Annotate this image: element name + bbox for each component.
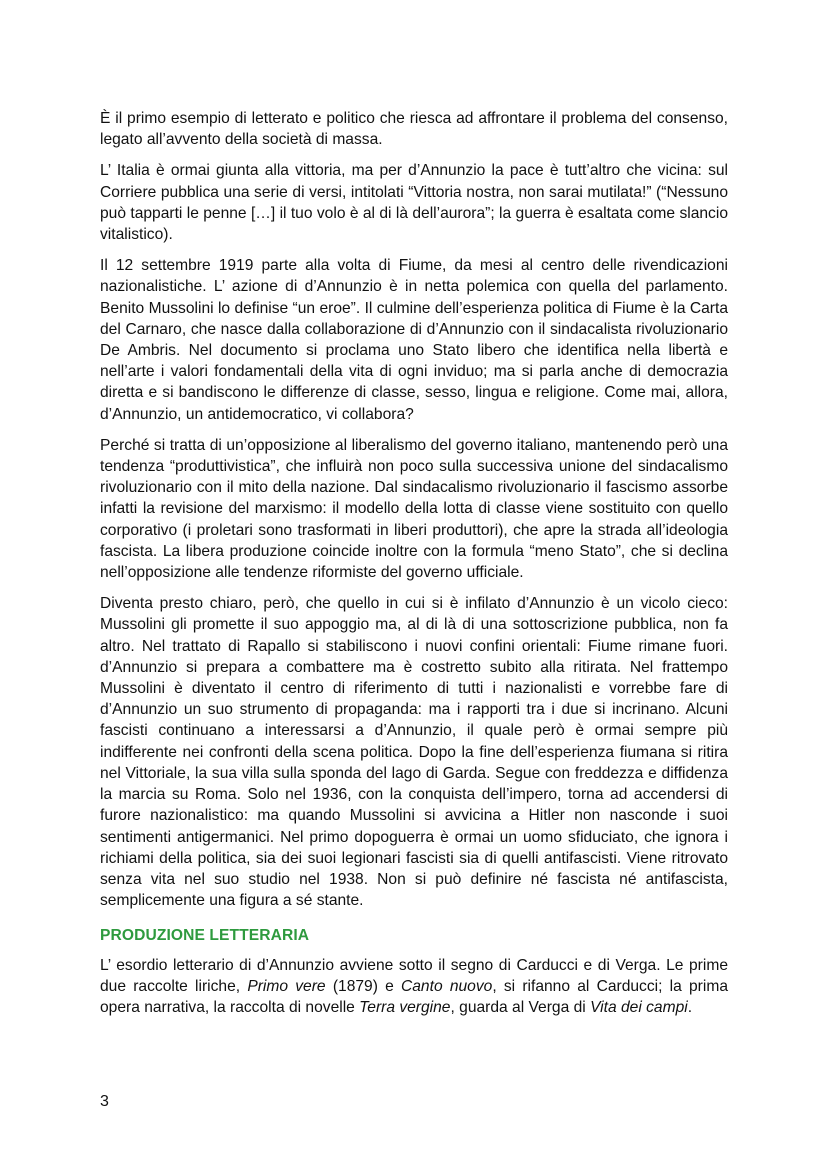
- paragraph-2: L’ Italia è ormai giunta alla vittoria, ma per d’Annunzio la pace è tutt’altro che vicina: sul Corriere pubblica una serie di versi, intitolati “Vittoria nostra, non sarai mutilata!” (“Nessuno può tapparti le penne […] il tuo volo è al di là dell’aurora”; la guerra è esaltata come slancio vitalistico).: [100, 162, 728, 244]
- page-body: [100, 108, 728, 1028]
- section-text-2: (1879) e: [325, 977, 401, 995]
- section-heading: PRODUZIONE LETTERARIA: [100, 927, 310, 945]
- paragraph-1: È il primo esempio di letterato e politico che riesca ad affrontare il problema del consenso, legato all’avvento della società di massa.: [100, 110, 728, 149]
- section-paragraph: [100, 955, 728, 1019]
- paragraph-5: Diventa presto chiaro, però, che quello in cui si è infilato d’Annunzio è un vicolo cieco: Mussolini gli promette il suo appoggio ma, al di là di una sottoscrizione pubblica, non fa altro. Nel trattato di Rapallo si stabiliscono i nuovi confini orientali: Fiume rimane fuori. d’Annunzio si prepara a combattere ma è costretto subito alla ritirata. Nel frattempo Mussolini è diventato il centro di riferimento di tutti i nazionalisti e vorrebbe fare di d’Annunzio un suo strumento di propaganda: ma i rapporti tra i due si incrinano. Alcuni fascisti continuano a interessarsi a d’Annunzio, il quale però è ormai sempre più indifferente nei confronti della scena politica. Dopo la fine dell’esperienza fiumana si ritira nel Vittoriale, la sua villa sulla sponda del lago di Garda. Segue con freddezza e diffidenza la marcia su Roma. Solo nel 1936, con la conquista dell’impero, torna ad accendersi di furore nazionalistico: ma quando Mussolini si avvicina a Hitler non nasconde i suoi sentimenti antigermanici. Nel primo dopoguerra è ormai un uomo sfiduciato, che ignora i richiami della politica, sia dei suoi legionari fascisti sia di quelli antifascisti. Viene ritrovato senza vita nel suo studio nel 1938. Non si può definire né fascista né antifascista, semplicemente una figura a sé stante.: [100, 595, 728, 910]
- paragraph-4: Perché si tratta di un’opposizione al liberalismo del governo italiano, mantenendo però una tendenza “produttivistica”, che influirà non poco sulla successiva unione del sindacalismo rivoluzionario con il mito della nazione. Dal sindacalismo rivoluzionario il fascismo assorbe infatti la revisione del marxismo: il modello della lotta di classe viene sostituito con quello corporativo (i proletari sono trasformati in liberi produttori), che apre la strada all’ideologia fascista. La libera produzione coincide inoltre con la formula “meno Stato”, che si declina nell’opposizione alle tendenze riformiste del governo ufficiale.: [100, 436, 728, 582]
- work-title-canto-nuovo: Canto nuovo: [401, 977, 493, 995]
- work-title-vita-dei-campi: Vita dei campi: [590, 998, 688, 1016]
- paragraph-3: Il 12 settembre 1919 parte alla volta di Fiume, da mesi al centro delle rivendicazioni nazionalistiche. L’ azione di d’Annunzio è in netta polemica con quella del parlamento. Benito Mussolini lo definise “un eroe”. Il culmine dell’esperienza politica di Fiume è la Carta del Carnaro, che nasce dalla collaborazione di d’Annunzio con il sindacalista rivoluzionario De Ambris. Nel documento si proclama uno Stato libero che identifica nella libertà e nell’arte i valori fondamentali della vita di ogni inviduo; ma si parla anche di democrazia diretta e si bandiscono le differenze di classe, sesso, lingua e religione. Come mai, allora, d’Annunzio, un antidemocratico, vi collabora?: [100, 257, 728, 423]
- section-text-5: .: [687, 998, 693, 1016]
- section-text-1: L’ esordio letterario di d’Annunzio avviene sotto il segno di Carducci e di Verga. Le prime due raccolte liriche,: [100, 956, 728, 995]
- section-text-3: , si rifanno al Carducci; la prima opera narrativa, la raccolta di novelle: [100, 977, 728, 1016]
- work-title-primo-vere: Primo vere: [247, 977, 326, 995]
- page-number: 3: [100, 1093, 109, 1110]
- work-title-terra-vergine: Terra vergine: [359, 998, 451, 1016]
- section-text-4: , guarda al Verga di: [450, 998, 591, 1016]
